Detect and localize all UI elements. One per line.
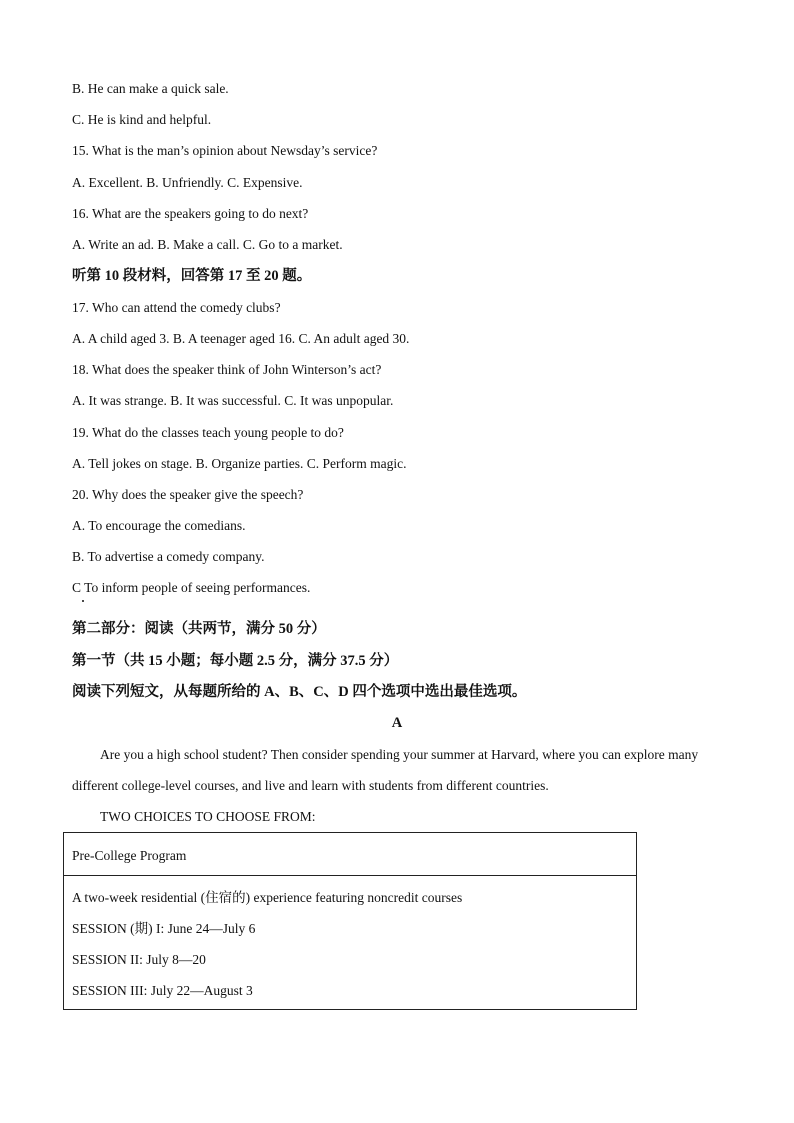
table-row: A two-week residential (住宿的) experience featuring noncredit courses — [72, 890, 463, 905]
reading-instruction: 阅读下列短文，从每题所给的 A、B、C、D 四个选项中选出最佳选项。 — [72, 684, 527, 700]
q19-options: A. Tell jokes on stage. B. Organize parties. C. Perform magic. — [72, 456, 407, 471]
q20-option-b: B. To advertise a comedy company. — [72, 549, 265, 564]
q20-question: 20. Why does the speaker give the speech? — [72, 487, 304, 502]
q17-options: A. A child aged 3. B. A teenager aged 16. C. An adult aged 30. — [72, 331, 410, 346]
table-header: Pre-College Program — [72, 848, 187, 863]
section-one-title: 第一节（共 15 小题；每小题 2.5 分，满分 37.5 分） — [72, 653, 399, 669]
q17-question: 17. Who can attend the comedy clubs? — [72, 300, 281, 315]
table-row: SESSION III: July 22—August 3 — [72, 983, 253, 998]
paragraph-line-1: Are you a high school student? Then consider spending your summer at Harvard, where you can explore many — [100, 747, 699, 762]
table-row: SESSION II: July 8—20 — [72, 952, 206, 967]
q15-question: 15. What is the man’s opinion about Newsday’s service? — [72, 143, 378, 158]
stray-dot — [82, 600, 84, 602]
q19-question: 19. What do the classes teach young people to do? — [72, 425, 344, 440]
passage-label: A — [391, 715, 403, 731]
q16-question: 16. What are the speakers going to do next? — [72, 206, 309, 221]
q16-options: A. Write an ad. B. Make a call. C. Go to a market. — [72, 237, 343, 252]
choices-heading: TWO CHOICES TO CHOOSE FROM: — [100, 809, 316, 824]
q20-option-c: C To inform people of seeing performances. — [72, 580, 311, 595]
table-row: SESSION (期) I: June 24—July 6 — [72, 921, 256, 936]
q18-question: 18. What does the speaker think of John Winterson’s act? — [72, 362, 382, 377]
program-table — [63, 832, 637, 1010]
q14-option-c: C. He is kind and helpful. — [72, 112, 212, 127]
part-two-title: 第二部分：阅读（共两节，满分 50 分） — [72, 621, 326, 637]
q18-options: A. It was strange. B. It was successful. C. It was unpopular. — [72, 393, 394, 408]
q20-option-a: A. To encourage the comedians. — [72, 518, 246, 533]
paragraph-line-2: different college-level courses, and live and learn with students from different countries. — [72, 778, 549, 793]
section-10-heading: 听第 10 段材料，回答第 17 至 20 题。 — [72, 268, 312, 284]
q14-option-b: B. He can make a quick sale. — [72, 81, 229, 96]
table-divider — [64, 875, 636, 876]
q15-options: A. Excellent. B. Unfriendly. C. Expensive. — [72, 175, 303, 190]
